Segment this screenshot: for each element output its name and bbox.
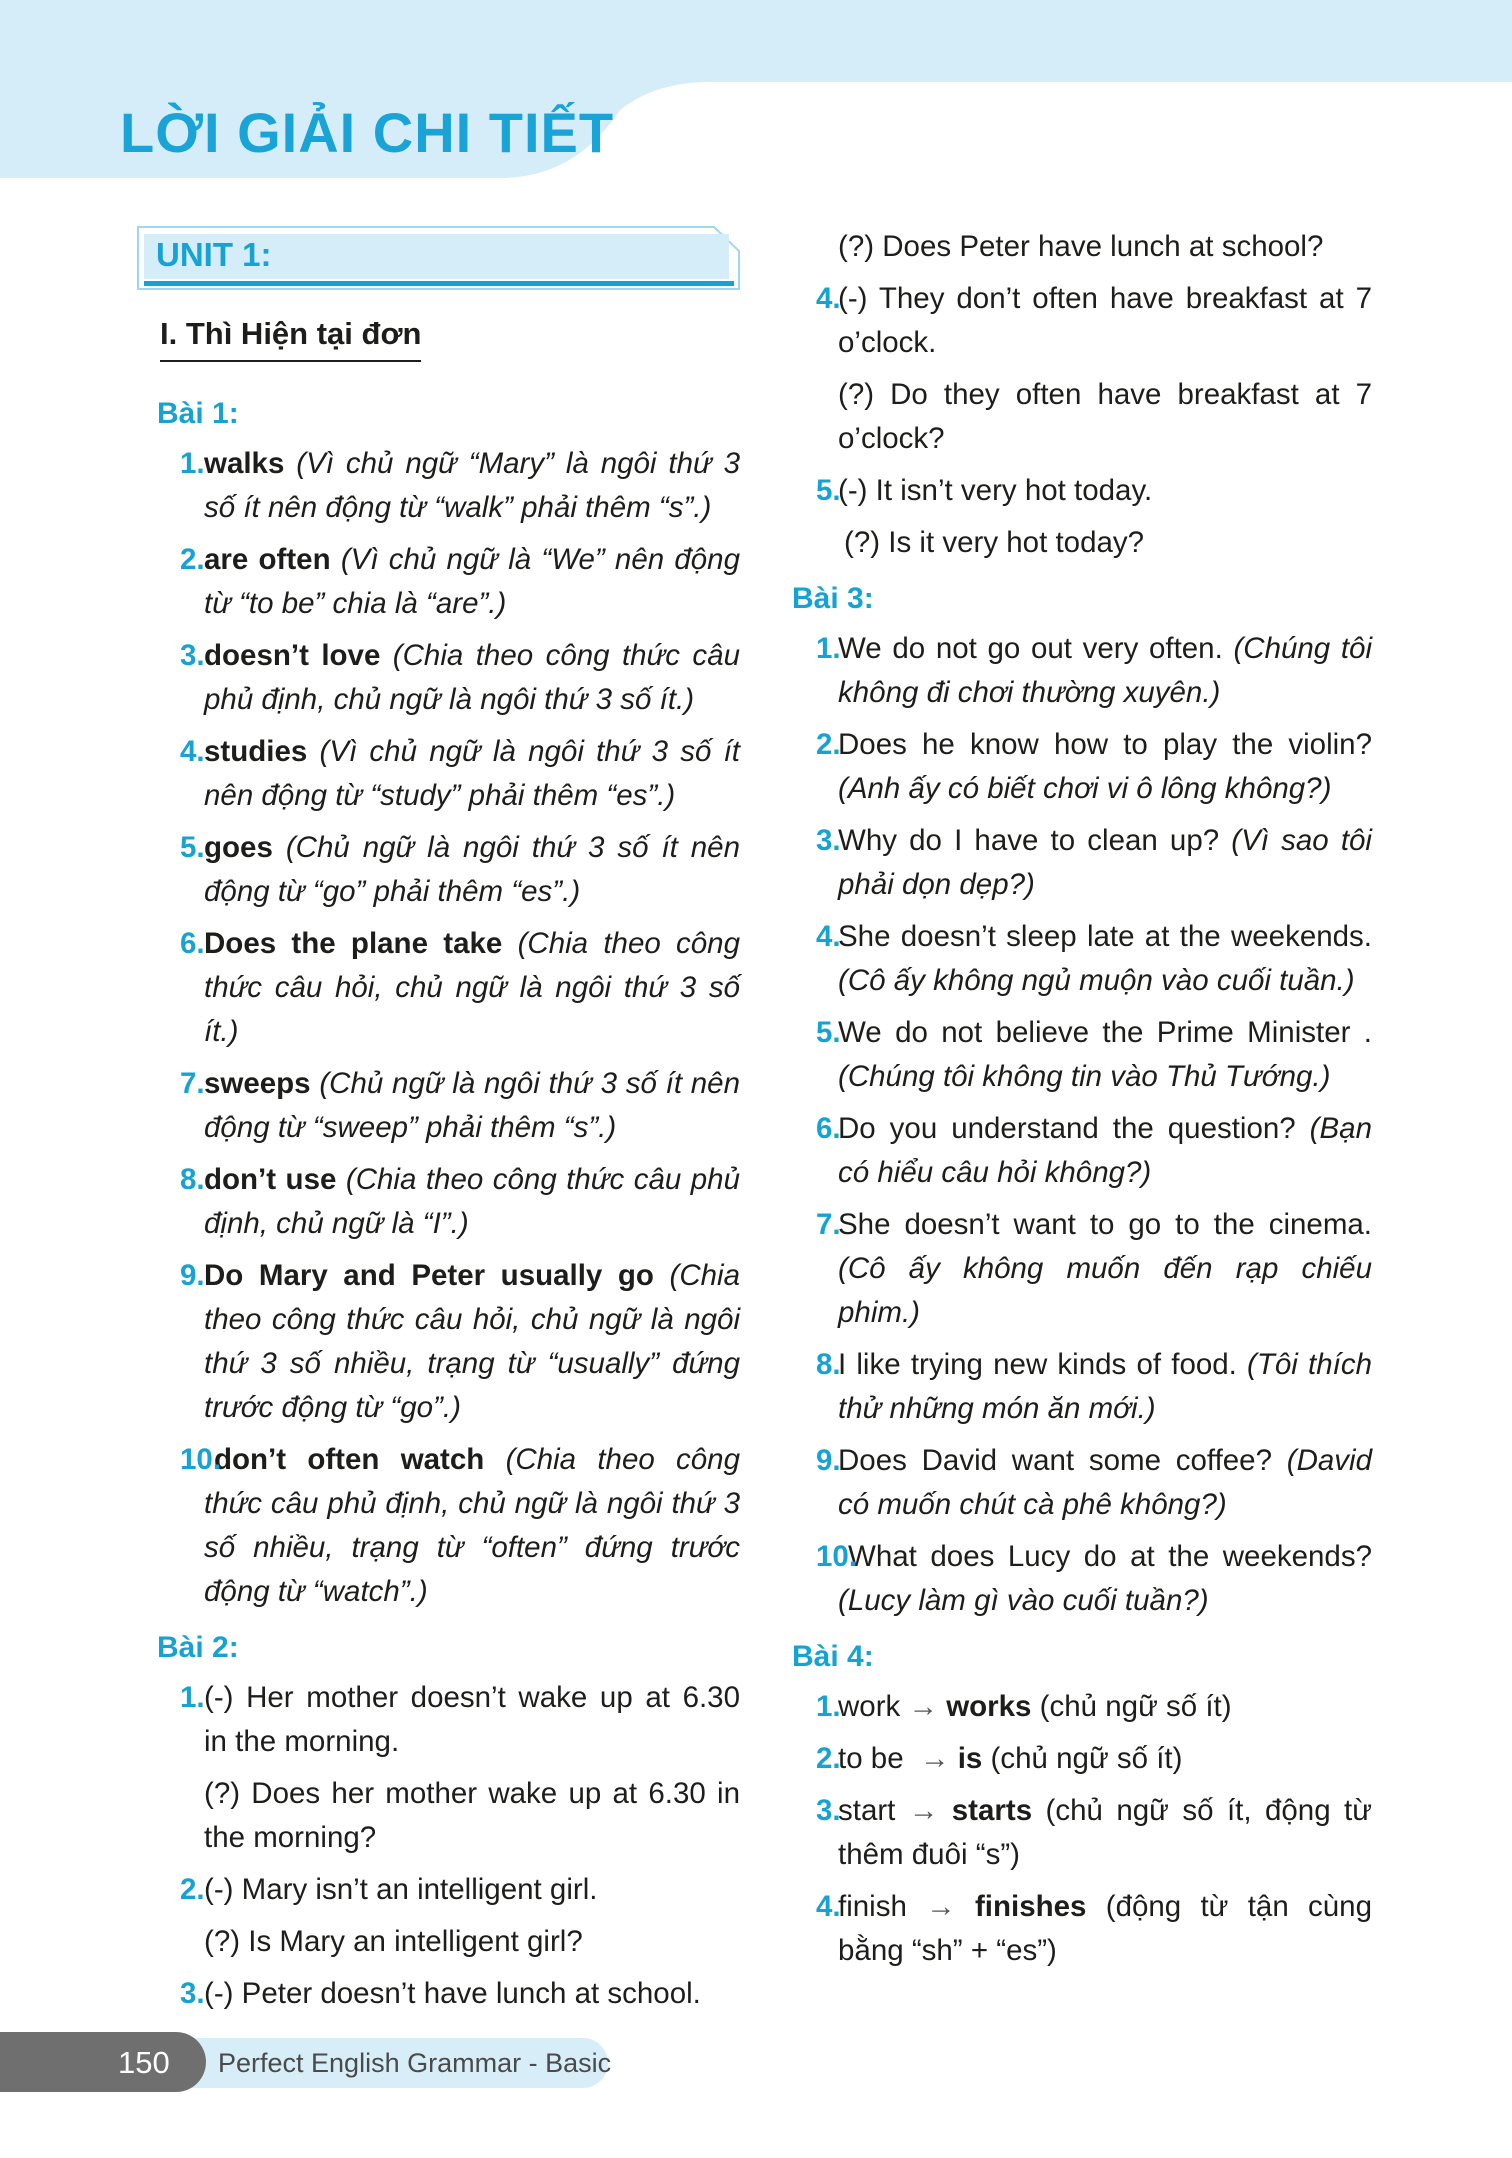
list-item: [140, 1676, 740, 1860]
unit-heading-box: [136, 225, 741, 291]
list-item: [792, 1011, 1372, 1099]
list-item: [792, 1535, 1372, 1623]
list-item: [792, 277, 1372, 461]
page-number: 150: [118, 2045, 170, 2080]
exercise-2-list-continued: [792, 277, 1372, 565]
unit-label: UNIT 1:: [156, 236, 272, 273]
explanation: (chủ ngữ số ít, động từ thêm đuôi “s”): [838, 1794, 1372, 1871]
explanation: (Chia theo công thức câu phủ định, chủ ngữ là ngôi thứ 3 số nhiều, trạng từ “often” đứng trước động từ “watch”.): [204, 1443, 740, 1608]
explanation: (Chủ ngữ là ngôi thứ 3 số ít nên động từ “sweep” phải thêm “s”.): [204, 1067, 740, 1144]
page-number-tab: [0, 2032, 206, 2092]
list-item: [140, 1438, 740, 1614]
sentence: Do you understand the question?: [838, 1112, 1296, 1145]
negative-sentence: (-) Mary isn’t an intelligent girl.: [204, 1873, 598, 1906]
explanation: (Vì chủ ngữ là “We” nên động từ “to be” chia là “are”.): [204, 543, 740, 620]
item-number: 7.: [180, 1067, 205, 1100]
answer: is: [957, 1742, 983, 1775]
exercise-2-title: Bài 2:: [157, 1631, 239, 1664]
translation: (Bạn có hiểu câu hỏi không?): [838, 1112, 1372, 1189]
item-number: 3.: [180, 1977, 205, 2010]
sentence: Does David want some coffee?: [838, 1444, 1272, 1477]
translation: (Cô ấy không muốn đến rạp chiếu phim.): [838, 1252, 1372, 1329]
explanation: (Chia theo công thức câu phủ định, chủ ngữ là ngôi thứ 3 số ít.): [204, 639, 741, 716]
list-item: [792, 819, 1372, 907]
answer: sweeps: [204, 1067, 311, 1100]
item-number: 1.: [816, 632, 841, 665]
list-item: [792, 1737, 1372, 1781]
list-item: [792, 915, 1372, 1003]
item-number: 4.: [816, 282, 841, 315]
answer: don’t use: [204, 1163, 337, 1196]
list-item: [792, 723, 1372, 811]
answer: Do Mary and Peter usually go: [204, 1259, 654, 1292]
item-number: 4.: [816, 1890, 841, 1923]
item-number: 1.: [180, 447, 205, 480]
answer: Does the plane take: [204, 927, 503, 960]
question-sentence: (?) Does Peter have lunch at school?: [838, 230, 1324, 263]
item-number: 8.: [816, 1348, 841, 1381]
item-number: 3.: [816, 824, 841, 857]
list-item: [792, 1439, 1372, 1527]
item-number: 8.: [180, 1163, 205, 1196]
item-number: 2.: [816, 728, 841, 761]
list-item: [792, 469, 1372, 565]
translation: (Tôi thích thử những món ăn mới.): [838, 1348, 1372, 1425]
item-number: 1.: [816, 1690, 841, 1723]
book-title: Perfect English Grammar - Basic: [218, 2048, 612, 2078]
exercise-2-list: [140, 1676, 740, 2016]
question-sentence: (?) Do they often have breakfast at 7 o’clock?: [838, 378, 1372, 455]
sentence: We do not go out very often.: [838, 632, 1223, 665]
item-number: 3.: [180, 639, 205, 672]
right-arrow-icon: →: [908, 1794, 939, 1827]
question-sentence: (?) Does her mother wake up at 6.30 in the morning?: [204, 1777, 740, 1854]
item-number: 10.: [816, 1540, 858, 1573]
answer: works: [946, 1690, 1032, 1723]
list-item: [140, 1868, 740, 1964]
item-number: 9.: [180, 1259, 205, 1292]
sentence: I like trying new kinds of food.: [838, 1348, 1237, 1381]
list-item: [792, 1885, 1372, 1973]
list-item: [140, 1158, 740, 1246]
list-item: [140, 922, 740, 1054]
item-number: 5.: [816, 474, 841, 507]
explanation: (động từ tận cùng bằng “sh” + “es”): [838, 1890, 1372, 1967]
item-number: 2.: [180, 543, 205, 576]
negative-sentence: (-) Her mother doesn’t wake up at 6.30 in the morning.: [204, 1681, 740, 1758]
translation: (Lucy làm gì vào cuối tuần?): [838, 1584, 1209, 1617]
left-column: [140, 225, 740, 2024]
item-number: 4.: [180, 735, 205, 768]
answer: walks: [204, 447, 285, 480]
item-number: 7.: [816, 1208, 841, 1241]
list-item: [140, 538, 740, 626]
item-number: 2.: [180, 1873, 205, 1906]
item-number: 10.: [180, 1443, 222, 1476]
translation: (Chúng tôi không tin vào Thủ Tướng.): [838, 1060, 1331, 1093]
sentence: We do not believe the Prime Minister .: [838, 1016, 1372, 1049]
base-verb: finish: [838, 1890, 907, 1923]
translation: (Anh ấy có biết chơi vi ô lông không?): [838, 772, 1332, 805]
negative-sentence: (-) Peter doesn’t have lunch at school.: [204, 1977, 701, 2010]
answer: doesn’t love: [204, 639, 381, 672]
exercise-1-title: Bài 1:: [157, 397, 239, 430]
sentence: She doesn’t want to go to the cinema.: [838, 1208, 1372, 1241]
negative-sentence: (-) They don’t often have breakfast at 7 o’clock.: [838, 282, 1372, 359]
base-verb: work: [838, 1690, 901, 1723]
translation: (Cô ấy không ngủ muộn vào cuối tuần.): [838, 964, 1355, 997]
exercise-4-title: Bài 4:: [792, 1640, 874, 1673]
item-number: 4.: [816, 920, 841, 953]
item-number: 6.: [816, 1112, 841, 1145]
question-sentence: (?) Is Mary an intelligent girl?: [204, 1925, 583, 1958]
explanation: (Chia theo công thức câu phủ định, chủ ngữ là “I”.): [204, 1163, 740, 1240]
exercise-3-list: [792, 627, 1372, 1623]
item-number: 9.: [816, 1444, 841, 1477]
item-number: 6.: [180, 927, 205, 960]
list-item: [792, 627, 1372, 715]
right-arrow-icon: →: [920, 1742, 950, 1775]
list-item: [140, 1254, 740, 1430]
explanation: (Chia theo công thức câu hỏi, chủ ngữ là ngôi thứ 3 số nhiều, trạng từ “usually” đứng trước động từ “go”.): [204, 1259, 740, 1424]
list-item: [140, 1062, 740, 1150]
exercise-4-list: [792, 1685, 1372, 1973]
list-item: [140, 826, 740, 914]
sentence: Does he know how to play the violin?: [838, 728, 1372, 761]
answer: starts: [951, 1794, 1033, 1827]
right-arrow-icon: →: [908, 1690, 938, 1723]
sentence: What does Lucy do at the weekends?: [848, 1540, 1372, 1573]
item-number: 5.: [180, 831, 205, 864]
translation: (Chúng tôi không đi chơi thường xuyên.): [838, 632, 1373, 709]
list-item: [792, 1107, 1372, 1195]
answer: finishes: [974, 1890, 1087, 1923]
translation: (David có muốn chút cà phê không?): [838, 1444, 1372, 1521]
explanation: (chủ ngữ số ít): [990, 1742, 1183, 1775]
right-arrow-icon: →: [926, 1890, 956, 1923]
explanation: (chủ ngữ số ít): [1039, 1690, 1232, 1723]
item-number: 2.: [816, 1742, 841, 1775]
translation: (Vì sao tôi phải dọn dẹp?): [838, 824, 1372, 901]
list-item: [140, 1972, 740, 2016]
sentence: Why do I have to clean up?: [838, 824, 1220, 857]
explanation: (Chủ ngữ là ngôi thứ 3 số ít nên động từ “go” phải thêm “es”.): [204, 831, 740, 908]
explanation: (Chia theo công thức câu hỏi, chủ ngữ là ngôi thứ 3 số ít.): [204, 927, 740, 1048]
page-title: LỜI GIẢI CHI TIẾT: [120, 101, 615, 164]
answer: goes: [204, 831, 273, 864]
item-number: 5.: [816, 1016, 841, 1049]
section-title: I. Thì Hiện tại đơn: [160, 314, 421, 362]
negative-sentence: (-) It isn’t very hot today.: [838, 474, 1153, 507]
explanation: (Vì chủ ngữ “Mary” là ngôi thứ 3 số ít nên động từ “walk” phải thêm “s”.): [204, 447, 740, 524]
list-item: [140, 730, 740, 818]
base-verb: to be: [838, 1742, 904, 1775]
answer: don’t often watch: [214, 1443, 485, 1476]
item-number: 3.: [816, 1794, 841, 1827]
explanation: (Vì chủ ngữ là ngôi thứ 3 số ít nên động từ “study” phải thêm “es”.): [204, 735, 740, 812]
list-item: [792, 1685, 1372, 1729]
question-sentence: (?) Is it very hot today?: [844, 526, 1145, 559]
list-item: [792, 1789, 1372, 1877]
sentence: She doesn’t sleep late at the weekends.: [838, 920, 1372, 953]
list-item: [792, 1203, 1372, 1335]
exercise-3-title: Bài 3:: [792, 582, 874, 615]
answer: studies: [204, 735, 308, 768]
base-verb: start: [838, 1794, 896, 1827]
list-item: [792, 1343, 1372, 1431]
exercise-1-list: [140, 442, 740, 1614]
right-column: [792, 225, 1372, 1981]
list-item: [140, 442, 740, 530]
answer: are often: [204, 543, 331, 576]
list-item: [140, 634, 740, 722]
item-number: 1.: [180, 1681, 205, 1714]
